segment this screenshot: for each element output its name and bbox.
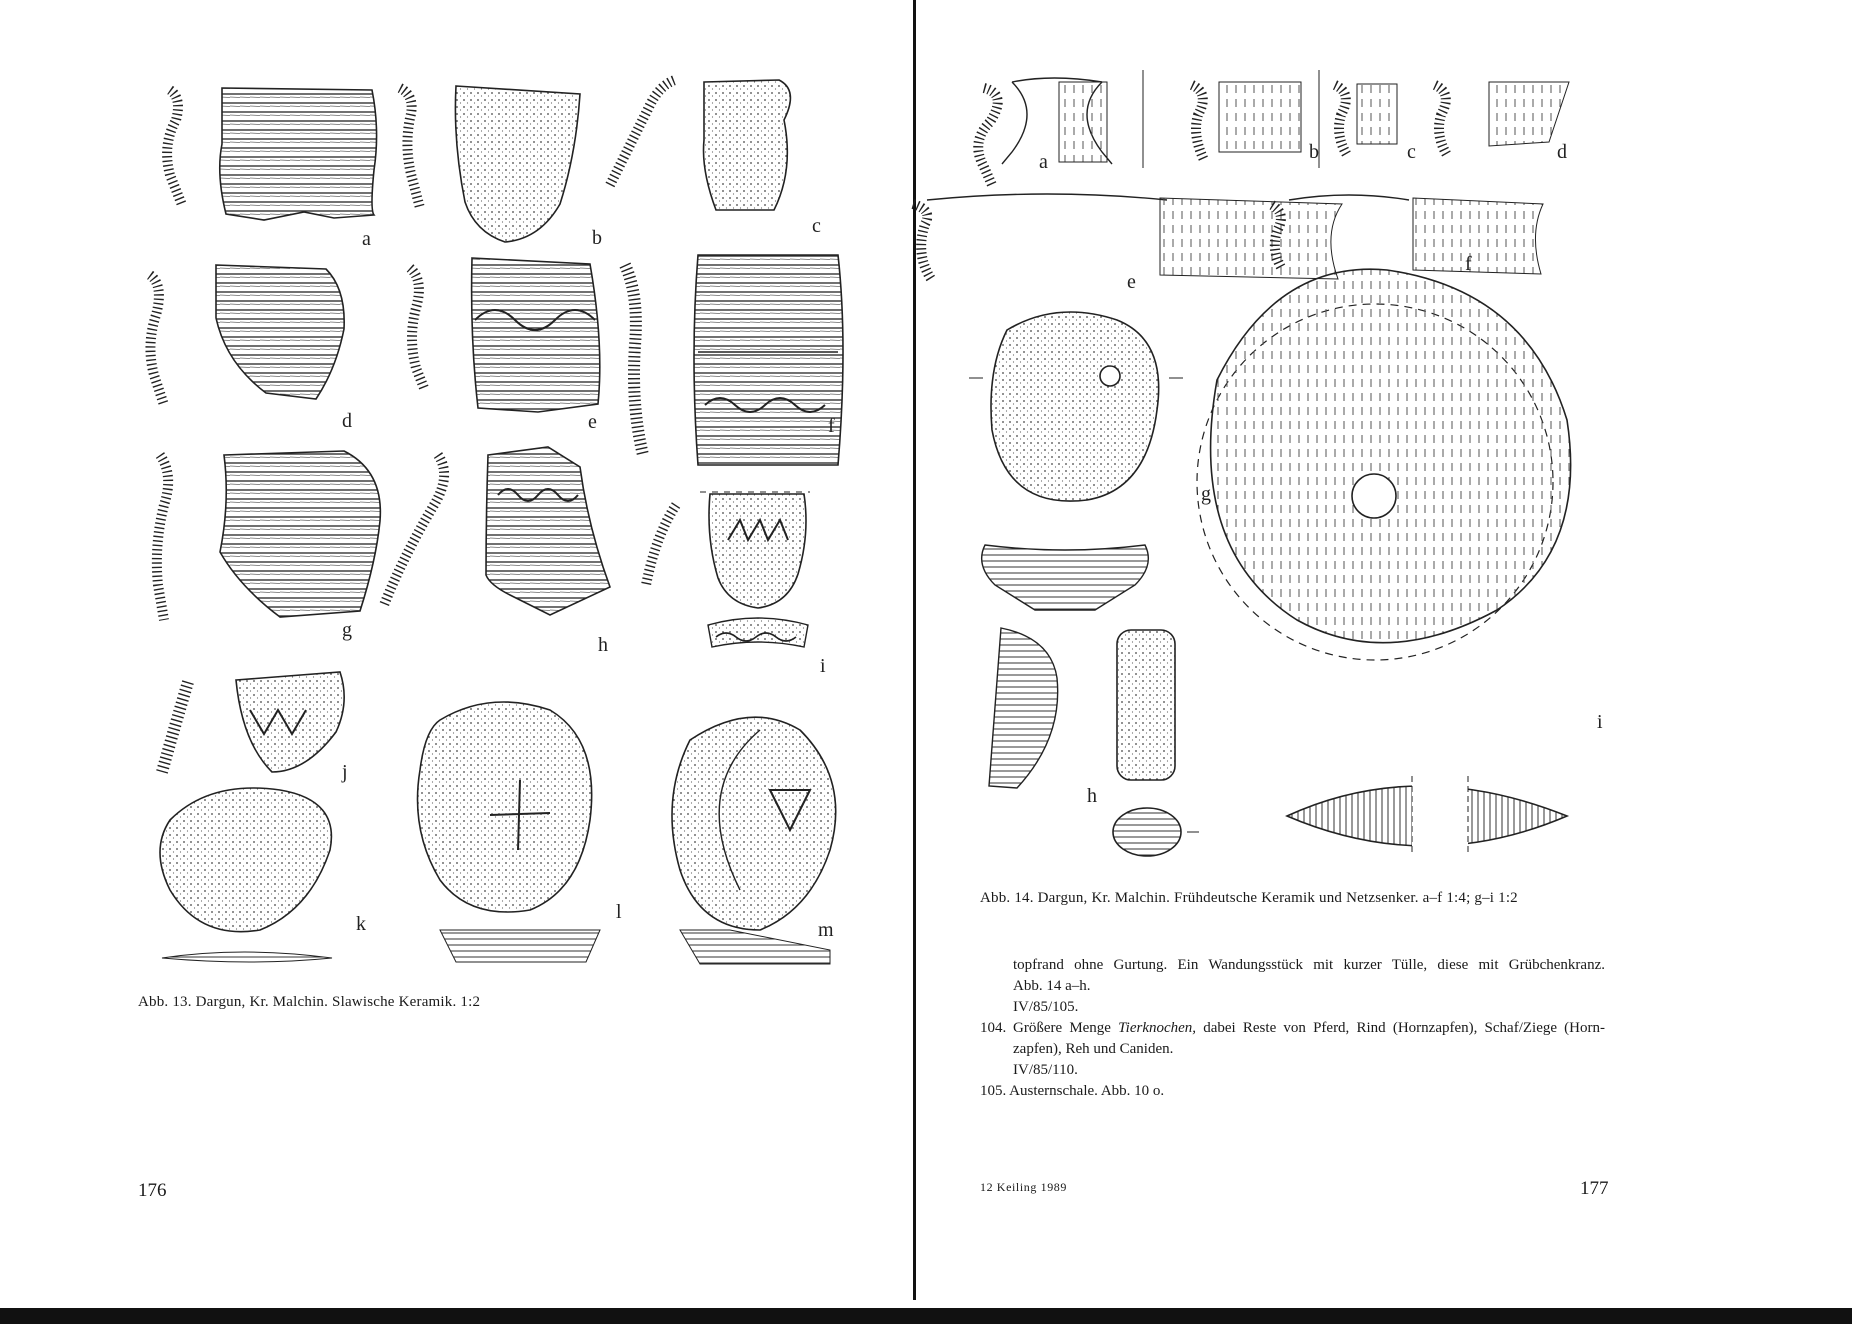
right-page <box>917 0 1852 1290</box>
vessel-b-profile <box>1192 85 1204 160</box>
left-page <box>0 0 915 1290</box>
sherd-d-drawing <box>216 265 344 399</box>
sherd-h-drawing <box>486 447 610 615</box>
fig13-label-h: h <box>598 634 608 656</box>
figure-14-caption: Abb. 14. Dargun, Kr. Malchin. Frühdeutsche Keramik und Netzsenker. a–f 1:4; g–i 1:2 <box>980 890 1518 906</box>
fig13-label-c: c <box>812 215 821 237</box>
fig13-label-b: b <box>592 227 602 249</box>
sherd-g-drawing <box>220 451 380 617</box>
vessel-e-section <box>1160 198 1342 279</box>
sherd-b-drawing <box>455 86 580 242</box>
sherd-g-profile <box>157 455 168 620</box>
vessel-c-section <box>1357 84 1397 144</box>
fig14-label-e: e <box>1127 271 1136 293</box>
fig14-label-b: b <box>1309 141 1319 163</box>
sherd-c-drawing <box>704 80 791 210</box>
netsinker-i-hole <box>1352 474 1396 518</box>
sherd-m-base <box>680 930 830 964</box>
vessel-b-section <box>1219 82 1301 152</box>
sherd-g2-profile <box>384 455 444 605</box>
fig13-label-m: m <box>818 919 834 941</box>
text-line-6: IV/85/110. <box>1013 1062 1078 1078</box>
sherd-a-profile <box>167 90 182 205</box>
catalogue-item-105: 105. Austernschale. Abb. 10 o. <box>980 1083 1165 1099</box>
item-104-post: dabei Reste von Pferd, Rind (Hornzapfen), Schaf/Ziege (Horn- <box>1196 1020 1606 1036</box>
vessel-d-section <box>1489 82 1569 146</box>
sherd-e-drawing <box>472 258 600 412</box>
sherd-e-profile <box>410 268 424 388</box>
item-104-pre: Größere Menge <box>1013 1020 1119 1036</box>
vessel-c-profile <box>1335 85 1347 155</box>
sherd-j-profile <box>162 682 188 772</box>
text-line-2: Abb. 14 a–h. <box>1013 978 1091 994</box>
sherd-d-profile <box>150 275 164 405</box>
page-number-left: 176 <box>138 1180 167 1201</box>
fig13-label-e: e <box>588 411 597 433</box>
netsinker-i-drawing <box>1211 269 1571 642</box>
fig14-label-h: h <box>1087 785 1097 807</box>
sherd-c-profile <box>610 80 675 185</box>
signature-line: 12 Keiling 1989 <box>980 1180 1067 1194</box>
fig14-label-g: g <box>1201 483 1211 505</box>
spout-h-section <box>1113 808 1181 856</box>
fig14-label-i: i <box>1597 711 1603 733</box>
scan-bottom-edge <box>0 1308 1852 1324</box>
sherd-i-drawing <box>709 494 806 608</box>
sherd-k-drawing <box>160 788 331 932</box>
figure-13-caption: Abb. 13. Dargun, Kr. Malchin. Slawische Keramik. 1:2 <box>138 994 481 1010</box>
sherd-k-base <box>162 952 332 962</box>
sherd-l-drawing <box>418 702 592 912</box>
sherd-f-profile <box>625 265 643 455</box>
fig14-label-a: a <box>1039 151 1048 173</box>
fig13-label-j: j <box>342 761 348 783</box>
text-line-1: topfrand ohne Gurtung. Ein Wandungsstück mit kurzer Tülle, diese mit Grübchenkranz. <box>1013 957 1605 973</box>
sherd-m-drawing <box>672 717 836 930</box>
item-104-italic: Tierknochen, <box>1118 1020 1197 1036</box>
fig13-label-i: i <box>820 655 826 677</box>
fig14-label-d: d <box>1557 141 1567 163</box>
sherd-b-profile <box>400 88 420 208</box>
spout-h-drawing <box>1117 630 1175 780</box>
sherd-j-drawing <box>236 672 344 772</box>
netsinker-g-hole <box>1100 366 1120 386</box>
netsinker-g-section <box>982 545 1149 610</box>
fig13-label-a: a <box>362 228 371 250</box>
text-line-3: IV/85/105. <box>1013 999 1079 1015</box>
fig13-label-l: l <box>616 901 622 923</box>
vessel-f-rim <box>1289 195 1409 200</box>
fig13-label-g: g <box>342 619 352 641</box>
sherd-h2-profile <box>646 505 676 585</box>
vessel-a-profile <box>978 88 997 185</box>
fig14-label-f: f <box>1465 253 1472 275</box>
spout-h-profile <box>989 628 1058 788</box>
sherd-i-band <box>708 618 808 647</box>
catalogue-item-104-number: 104. <box>980 1020 1007 1036</box>
sherd-a-drawing <box>220 88 377 220</box>
netsinker-i-section-gap <box>1412 775 1468 857</box>
sherd-l-base <box>440 930 600 962</box>
text-line-5: zapfen), Reh und Caniden. <box>1013 1041 1174 1057</box>
fig14-label-c: c <box>1407 141 1416 163</box>
vessel-f-section <box>1413 198 1543 274</box>
catalogue-item-104-text <box>1013 1018 1605 1039</box>
figure-14-drawings <box>917 0 1852 900</box>
page-number-right: 177 <box>1580 1178 1609 1199</box>
netsinker-g-drawing <box>991 312 1159 501</box>
fig13-label-f: f <box>828 415 835 437</box>
vessel-d-profile <box>1435 85 1447 155</box>
figure-13-drawings <box>0 0 915 1000</box>
sherd-f-drawing <box>694 255 843 465</box>
fig13-label-d: d <box>342 410 352 432</box>
fig13-label-k: k <box>356 913 366 935</box>
vessel-a-section <box>1059 82 1107 162</box>
vessel-e-rim <box>927 194 1167 200</box>
